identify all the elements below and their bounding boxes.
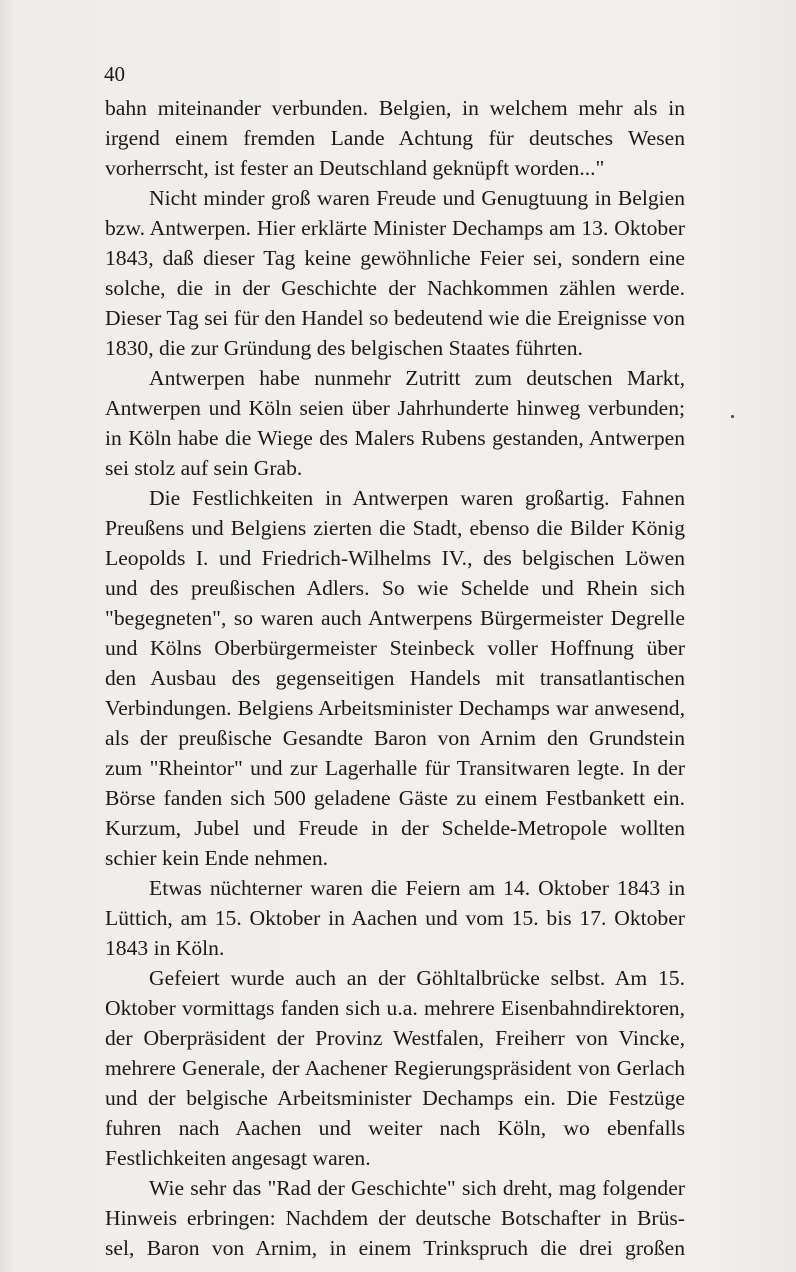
text-line: irgend einem fremden Lande Achtung für deutsches Wesen: [105, 126, 685, 150]
paragraph: [105, 183, 685, 363]
text-line: 1843, daß dieser Tag keine gewöhnliche Feier sei, sondern eine: [105, 246, 685, 270]
text-line: Antwerpen habe nunmehr Zutritt zum deutschen Markt,: [149, 366, 685, 390]
text-line: Hinweis erbringen: Nachdem der deutsche Botschafter in Brüs-: [105, 1206, 685, 1230]
ink-speck: [731, 415, 734, 418]
text-line: Oktober vormittags fanden sich u.a. mehrere Eisenbahndirektoren,: [105, 996, 685, 1020]
text-line: Leopolds I. und Friedrich-Wilhelms IV., des belgischen Löwen: [105, 546, 685, 570]
text-line: Nicht minder groß waren Freude und Genugtuung in Belgien: [149, 186, 685, 210]
text-line: Verbindungen. Belgiens Arbeitsminister Dechamps war anwesend,: [105, 696, 685, 720]
text-line: Kurzum, Jubel und Freude in der Schelde-Metropole wollten: [105, 816, 685, 840]
paragraph: [105, 1173, 685, 1263]
text-line: sei stolz auf sein Grab.: [105, 456, 303, 480]
text-line: Festlichkeiten angesagt waren.: [105, 1146, 371, 1170]
text-line: 1843 in Köln.: [105, 936, 225, 960]
text-line: und Kölns Oberbürgermeister Steinbeck voller Hoffnung über: [105, 636, 685, 660]
text-line: schier kein Ende nehmen.: [105, 846, 329, 870]
text-line: bahn miteinander verbunden. Belgien, in welchem mehr als in: [105, 96, 685, 120]
text-line: zum "Rheintor" und zur Lagerhalle für Transitwaren legte. In der: [105, 756, 685, 780]
text-line: 1830, die zur Gründung des belgischen Staates führten.: [105, 336, 583, 360]
text-line: Börse fanden sich 500 geladene Gäste zu einem Festbankett ein.: [105, 786, 685, 810]
text-line: fuhren nach Aachen und weiter nach Köln, wo ebenfalls: [105, 1116, 685, 1140]
text-line: Dieser Tag sei für den Handel so bedeutend wie die Ereignisse von: [105, 306, 685, 330]
body-text: [105, 93, 685, 1263]
text-line: sel, Baron von Arnim, in einem Trinkspruch die drei großen: [105, 1236, 685, 1260]
text-line: solche, die in der Geschichte der Nachkommen zählen werde.: [105, 276, 685, 300]
paragraph: [105, 93, 685, 183]
text-line: Wie sehr das "Rad der Geschichte" sich dreht, mag folgender: [149, 1176, 685, 1200]
text-line: vorherrscht, ist fester an Deutschland geknüpft worden...": [105, 156, 605, 180]
text-line: Antwerpen und Köln seien über Jahrhunderte hinweg verbunden;: [105, 396, 685, 420]
text-line: "begegneten", so waren auch Antwerpens Bürgermeister Degrelle: [105, 606, 685, 630]
text-line: Preußens und Belgiens zierten die Stadt, ebenso die Bilder König: [105, 516, 685, 540]
paragraph: [105, 963, 685, 1173]
paragraph: [105, 483, 685, 873]
text-line: Lüttich, am 15. Oktober in Aachen und vom 15. bis 17. Oktober: [105, 906, 685, 930]
page-number: 40: [104, 62, 125, 86]
text-line: der Oberpräsident der Provinz Westfalen, Freiherr von Vincke,: [105, 1026, 685, 1050]
text-line: den Ausbau des gegenseitigen Handels mit transatlantischen: [105, 666, 685, 690]
text-line: bzw. Antwerpen. Hier erklärte Minister Dechamps am 13. Oktober: [105, 216, 685, 240]
text-line: und des preußischen Adlers. So wie Schelde und Rhein sich: [105, 576, 685, 600]
text-line: Gefeiert wurde auch an der Göhltalbrücke selbst. Am 15.: [149, 966, 685, 990]
paragraph: [105, 873, 685, 963]
text-line: Die Festlichkeiten in Antwerpen waren großartig. Fahnen: [149, 486, 685, 510]
text-line: mehrere Generale, der Aachener Regierungspräsident von Gerlach: [105, 1056, 685, 1080]
text-line: Etwas nüchterner waren die Feiern am 14. Oktober 1843 in: [149, 876, 685, 900]
text-line: und der belgische Arbeitsminister Dechamps ein. Die Festzüge: [105, 1086, 685, 1110]
text-line: als der preußische Gesandte Baron von Arnim den Grundstein: [105, 726, 685, 750]
paragraph: [105, 363, 685, 483]
text-line: in Köln habe die Wiege des Malers Rubens gestanden, Antwerpen: [105, 426, 685, 450]
